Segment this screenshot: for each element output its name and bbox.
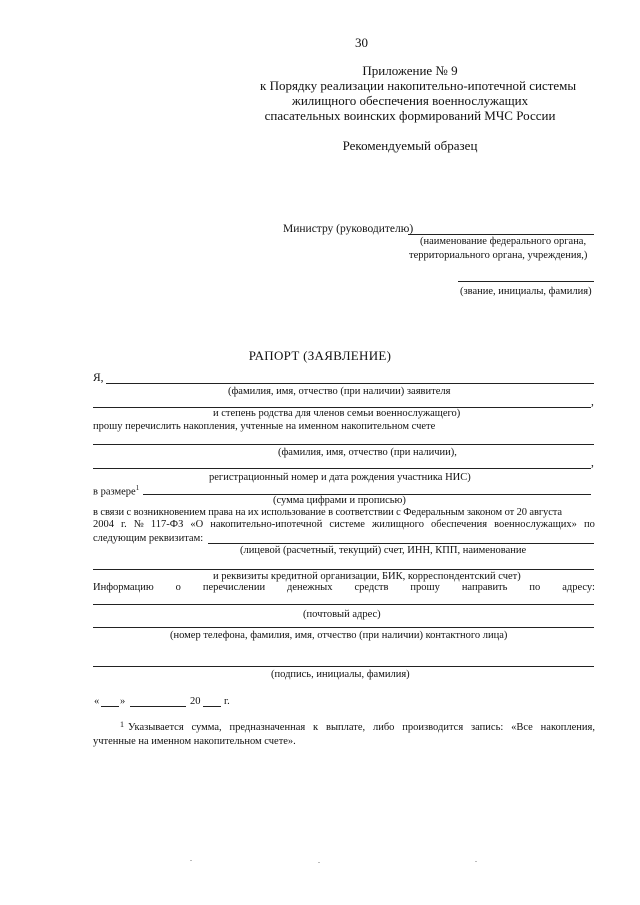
bank-details-line[interactable] [93,569,594,570]
amount-label [93,484,139,498]
date-year-prefix: 20 [190,696,201,707]
law-line-2-word: 117-ФЗ [150,519,184,530]
date-close-quote: » [120,696,126,707]
hint-contact: (номер телефона, фамилия, имя, отчество (при наличии) контактного лица) [170,630,508,641]
comma-2: , [591,457,594,469]
info-line-word: Информацию [93,582,154,593]
footnote-text-1: Указывается сумма, предназначенная к выплате, либо производится запись: «Все накопления, [128,722,595,733]
addressee-hint-2: территориального органа, учреждения,) [409,250,588,261]
law-line-2-word: 2004 [93,519,114,530]
date-year-line[interactable] [203,706,221,707]
hint-account: (лицевой (расчетный, текущий) счет, ИНН, КПП, наименование [240,545,527,556]
addressee-label: Министру (руководителю) [283,223,414,235]
addressee-rank-line[interactable] [458,281,594,282]
footnote-line-1 [120,722,595,733]
request-text: прошу перечислить накопления, учтенные на именном накопительном счете [93,421,436,432]
law-line-2-word: по [583,519,595,530]
law-line-2-word: г. [121,519,127,530]
hint-reg: регистрационный номер и дата рождения участника НИС) [209,472,471,483]
info-line-word: перечислении [202,582,266,593]
info-line-word: направить [461,582,508,593]
contact-line[interactable] [93,627,594,628]
law-line-2-word: системе [329,519,365,530]
hint-fio: (фамилия, имя, отчество (при наличии), [278,447,457,458]
hint-bank: и реквизиты кредитной организации, БИК, корреспондентский счет) [213,571,521,582]
sample-label: Рекомендуемый образец [342,138,478,153]
applicant-name-line[interactable] [106,383,594,384]
hint-fio-applicant: (фамилия, имя, отчество (при наличии) заявителя [228,386,451,397]
addressee-hint-3: (звание, инициалы, фамилия) [460,286,592,297]
law-line-1: в связи с возникновением права на их использование в соответствии с Федеральным законом от 20 августа [93,507,562,518]
info-line-word: средств [354,582,389,593]
scan-dot-1 [190,860,192,861]
law-line-2-word: № [133,519,144,530]
appendix-line-4: спасательных воинских формирований МЧС России [264,108,556,123]
address-line[interactable] [93,604,594,605]
hint-amount: (сумма цифрами и прописью) [273,495,406,506]
info-line-word: адресу: [562,582,595,593]
date-day-line[interactable] [101,706,119,707]
date-year-suffix: г. [224,696,230,707]
hint-kinship: и степень родства для членов семьи военнослужащего) [213,408,461,419]
law-line-2-word: жилищного [371,519,424,530]
hint-signature: (подпись, инициалы, фамилия) [271,669,410,680]
law-line-2-word: «О [190,519,204,530]
appendix-line-2: к Порядку реализации накопительно-ипотечной системы [260,78,577,93]
amount-footnote-mark: 1 [135,484,140,492]
document-title: РАПОРТ (ЗАЯВЛЕНИЕ) [248,348,392,363]
hint-address: (почтовый адрес) [303,609,381,620]
account-holder-line[interactable] [93,444,594,445]
info-line-word: по [529,582,541,593]
footnote-mark: 1 [120,720,124,729]
law-line-2-word: военнослужащих» [494,519,577,530]
law-line-2 [93,519,595,530]
amount-label-text: в размере [93,486,136,498]
reg-number-line[interactable] [93,468,591,469]
law-line-3: следующим реквизитам: [93,533,204,544]
footnote-line-2: учтенные на именном накопительном счете». [93,736,296,747]
scan-dot-2 [318,862,320,863]
appendix-title: Приложение № 9 [362,63,458,78]
info-line-word: прошу [410,582,440,593]
appendix-line-3: жилищного обеспечения военнослужащих [291,93,529,108]
addressee-name-line[interactable] [408,234,594,235]
scan-dot-3 [475,861,477,862]
signature-line[interactable] [93,666,594,667]
addressee-hint-1: (наименование федерального органа, [420,236,587,247]
law-line-2-word: накопительно-ипотечной [210,519,323,530]
info-line-word: о [175,582,181,593]
date-month-line[interactable] [130,706,186,707]
date-open-quote: « [94,696,100,707]
info-line-word: денежных [287,582,333,593]
comma-1: , [591,396,594,408]
account-details-line[interactable] [208,543,594,544]
i-label: Я, [93,372,104,384]
page-number: 30 [355,35,368,50]
info-line [93,582,595,593]
law-line-2-word: обеспечения [431,519,488,530]
